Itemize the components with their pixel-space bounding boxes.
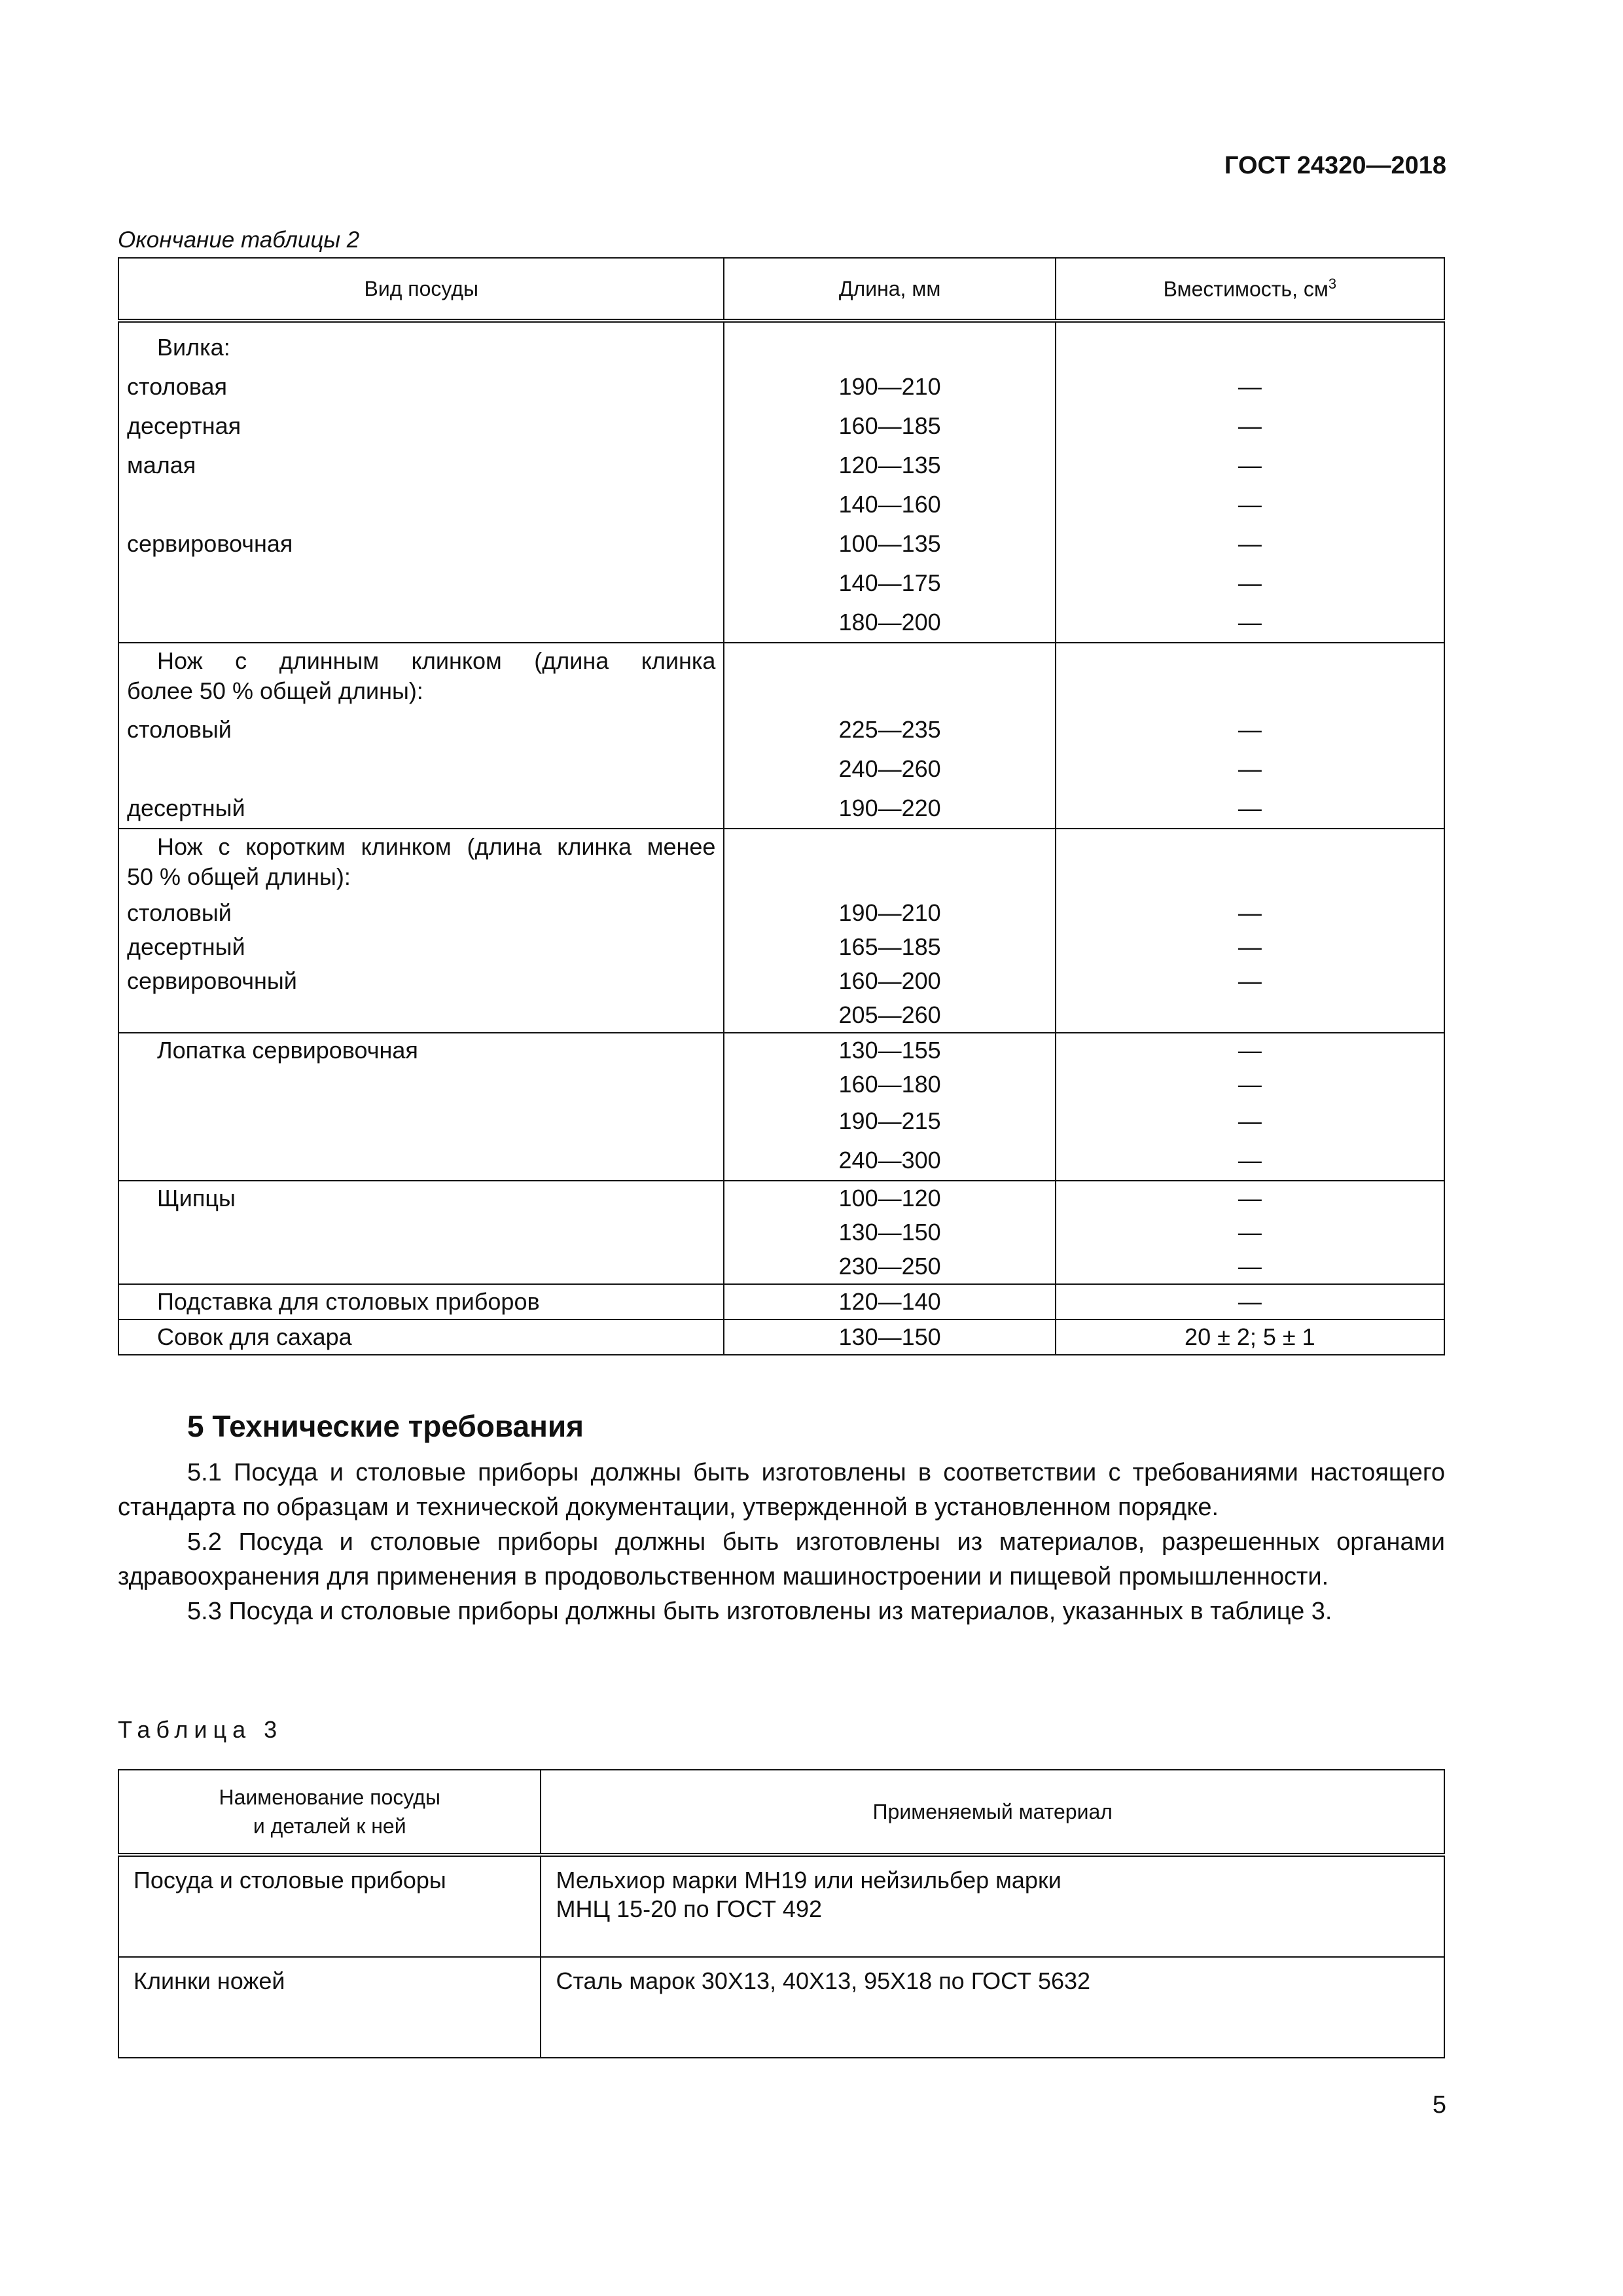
group-title: Лопатка сервировочная <box>157 1037 418 1064</box>
item-name: десертный <box>127 933 245 960</box>
length-value: 230—250 <box>838 1253 941 1280</box>
length-cell <box>724 321 1055 643</box>
material-cell <box>541 1855 1444 1957</box>
header-line: и деталей к ней <box>253 1814 406 1838</box>
table-row <box>118 1957 1444 2058</box>
table-row <box>118 829 1444 1033</box>
capacity-value: — <box>1238 1219 1262 1246</box>
capacity-value: — <box>1238 967 1262 994</box>
capacity-value: — <box>1238 1037 1262 1064</box>
item-name: столовый <box>127 899 232 926</box>
group-cell <box>118 643 724 829</box>
length-value: 190—210 <box>838 373 941 400</box>
capacity-cell <box>1056 1284 1444 1319</box>
capacity-cell <box>1056 321 1444 643</box>
capacity-cell <box>1056 1033 1444 1181</box>
table-continuation-caption: Окончание таблицы 2 <box>118 227 360 253</box>
table-row <box>118 1033 1444 1181</box>
length-value: 190—220 <box>838 795 941 821</box>
item-cell: Клинки ножей <box>118 1957 541 2058</box>
length-value: 130—150 <box>838 1323 941 1350</box>
length-value: 240—300 <box>838 1147 941 1174</box>
length-value: 140—175 <box>838 569 941 596</box>
column-header-length: Длина, мм <box>724 258 1055 321</box>
length-value: 180—200 <box>838 609 941 636</box>
length-value: 160—200 <box>838 967 941 994</box>
group-cell <box>118 1319 724 1355</box>
capacity-value: — <box>1238 1185 1262 1211</box>
capacity-value: — <box>1238 899 1262 926</box>
length-value: 130—155 <box>838 1037 941 1064</box>
capacity-value: — <box>1238 933 1262 960</box>
length-cell <box>724 1284 1055 1319</box>
table-row <box>118 643 1444 829</box>
length-value: 240—260 <box>838 755 941 782</box>
capacity-value: — <box>1238 373 1262 400</box>
group-cell <box>118 1033 724 1181</box>
item-name <box>127 998 715 1032</box>
length-cell <box>724 1181 1055 1284</box>
item-name: малая <box>127 452 196 478</box>
group-title: Нож с длинным клинком (длина клинка <box>157 647 716 674</box>
length-value: 190—215 <box>838 1107 941 1134</box>
group-title-cont: более 50 % общей длины): <box>127 677 423 704</box>
group-cell <box>118 1181 724 1284</box>
item-name <box>127 564 715 603</box>
group-title: Вилка: <box>157 334 230 361</box>
capacity-cell <box>1056 829 1444 1033</box>
length-value: 100—135 <box>838 530 941 557</box>
item-cell: Посуда и столовые приборы <box>118 1855 541 1957</box>
item-name: сервировочный <box>127 967 297 994</box>
material-line: Мельхиор марки МН19 или нейзильбер марки <box>556 1867 1061 1893</box>
item-name <box>127 603 715 642</box>
column-header-capacity: Вместимость, $см^3$ <box>1056 258 1444 321</box>
capacity-value: — <box>1238 755 1262 782</box>
capacity-value: — <box>1238 609 1262 636</box>
column-header-item-type: Вид посуды <box>118 258 724 321</box>
group-cell <box>118 1284 724 1319</box>
length-value: 160—185 <box>838 412 941 439</box>
material-cell <box>541 1957 1444 2058</box>
paragraph-5-3: 5.3 Посуда и столовые приборы должны быть изготовлены из материалов, указанных в таблице 3. <box>187 1598 1332 1625</box>
capacity-value: — <box>1238 412 1262 439</box>
section-body <box>118 1456 1445 1629</box>
table-2 <box>118 257 1445 1355</box>
item-name: сервировочная <box>127 530 293 557</box>
length-value: 130—150 <box>838 1219 941 1246</box>
length-value: 100—120 <box>838 1185 941 1211</box>
section-heading: 5 Технические требования <box>187 1409 584 1443</box>
length-cell <box>724 643 1055 829</box>
capacity-value: — <box>1238 530 1262 557</box>
table-3 <box>118 1769 1445 2058</box>
capacity-cell <box>1056 643 1444 829</box>
item-name: столовая <box>127 373 227 400</box>
length-value: 190—210 <box>838 899 941 926</box>
header-line: Наименование посуды <box>219 1785 440 1809</box>
item-name <box>127 749 715 789</box>
capacity-value: — <box>1238 716 1262 743</box>
length-cell <box>724 829 1055 1033</box>
group-cell <box>118 321 724 643</box>
capacity-value: — <box>1238 1288 1262 1315</box>
item-name: столовый <box>127 716 232 743</box>
capacity-value: — <box>1238 795 1262 821</box>
length-value: 140—160 <box>838 491 941 518</box>
capacity-value: — <box>1238 491 1262 518</box>
table-row <box>118 1319 1444 1355</box>
length-cell <box>724 1319 1055 1355</box>
length-value: 225—235 <box>838 716 941 743</box>
group-title: Щипцы <box>157 1185 236 1211</box>
standard-designation: ГОСТ 24320—2018 <box>1224 152 1446 179</box>
capacity-value: — <box>1238 452 1262 478</box>
group-cell <box>118 829 724 1033</box>
length-value: 120—140 <box>838 1288 941 1315</box>
group-title: Нож с коротким клинком (длина клинка менее <box>157 833 716 860</box>
length-cell <box>724 1033 1055 1181</box>
table-3-caption: Таблица 3 <box>118 1716 283 1743</box>
capacity-value: — <box>1238 569 1262 596</box>
table-row <box>118 1284 1444 1319</box>
length-value: 160—180 <box>838 1071 941 1098</box>
length-value: 165—185 <box>838 933 941 960</box>
column-header-material: Применяемый материал <box>541 1770 1444 1855</box>
length-value: 205—260 <box>838 1001 941 1028</box>
group-title: Совок для сахара <box>157 1323 352 1350</box>
capacity-value <box>1056 998 1444 1032</box>
material-line: Сталь марок 30Х13, 40Х13, 95Х18 по ГОСТ 5632 <box>556 1967 1091 1994</box>
table-row <box>118 1855 1444 1957</box>
capacity-value: 20 ± 2; 5 ± 1 <box>1185 1323 1315 1350</box>
table-row <box>118 321 1444 643</box>
group-title: Подставка для столовых приборов <box>157 1288 540 1315</box>
table-row <box>118 1181 1444 1284</box>
paragraph-5-1: 5.1 Посуда и столовые приборы должны быть изготовлены в соответствии с требованиями настоящего стандарта по образцам и технической документации, утвержденной в установленном порядке. <box>118 1459 1445 1521</box>
capacity-value: — <box>1238 1253 1262 1280</box>
length-value: 120—135 <box>838 452 941 478</box>
item-name: десертный <box>127 795 245 821</box>
capacity-value: — <box>1238 1071 1262 1098</box>
material-line: МНЦ 15-20 по ГОСТ 492 <box>556 1895 822 1922</box>
paragraph-5-2: 5.2 Посуда и столовые приборы должны быть изготовлены из материалов, разрешенных органами здравоохранения для применения в продовольственном машиностроении и пищевой промышленности. <box>118 1528 1445 1590</box>
column-header-item <box>118 1770 541 1855</box>
group-title-cont: 50 % общей длины): <box>127 863 351 890</box>
item-name <box>127 485 715 524</box>
capacity-value: — <box>1238 1107 1262 1134</box>
capacity-cell <box>1056 1181 1444 1284</box>
page-number: 5 <box>1432 2091 1446 2119</box>
capacity-value: — <box>1238 1147 1262 1174</box>
capacity-cell <box>1056 1319 1444 1355</box>
item-name: десертная <box>127 412 241 439</box>
